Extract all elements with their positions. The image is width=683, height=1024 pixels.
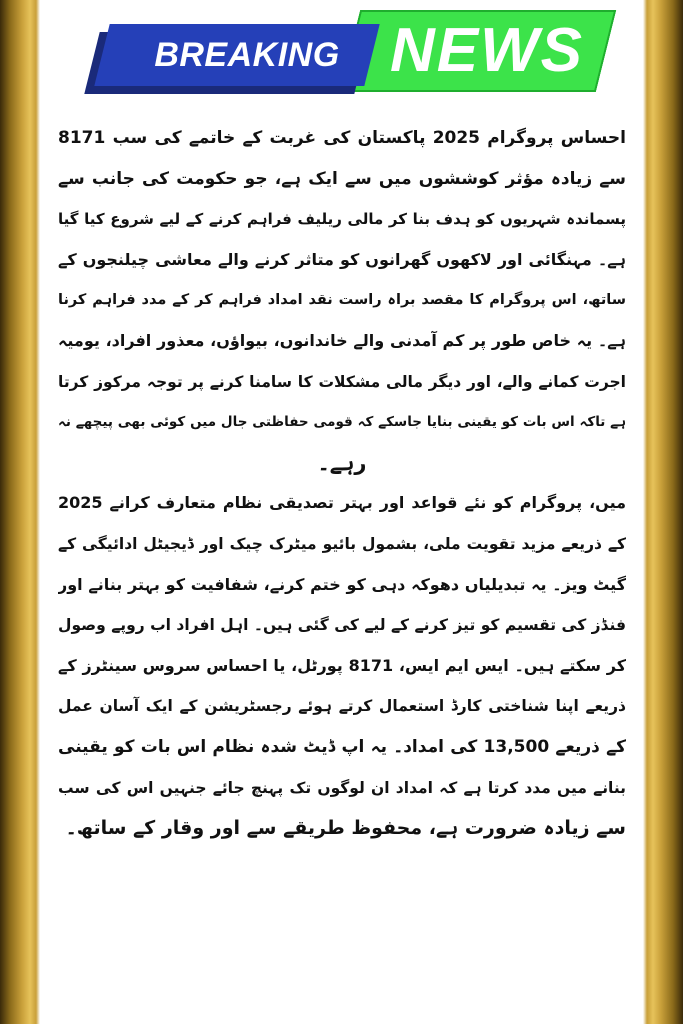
text-line: بنانے میں مدد کرتا ہے کہ امداد ان لوگوں تک پہنچ جائے جنہیں اس کی سب xyxy=(58,778,626,797)
text-line: سے زیادہ ضرورت ہے، محفوظ طریقے سے اور وقار کے ساتھ۔ xyxy=(65,817,626,840)
text-line: احساس پروگرام 2025 پاکستان کی غربت کے خاتمے کی سب 8171 xyxy=(58,128,626,148)
text-line: اجرت کمانے والے، اور دیگر مالی مشکلات کا سامنا کرنے پر توجہ مرکوز کرتا xyxy=(58,372,626,391)
text-line: فنڈز کی تقسیم کو تیز کرنے کے لیے کی گئی ہیں۔ اہل افراد اب روپے وصول xyxy=(58,616,626,635)
paragraph-1 xyxy=(58,118,626,483)
text-line: کے ذریعے 13,500 کی امداد۔ یہ اپ ڈیٹ شدہ نظام اس بات کو یقینی xyxy=(58,736,626,757)
text-line: ہے۔ یہ خاص طور پر کم آمدنی والے خاندانوں، بیواؤں، معذور افراد، یومیہ xyxy=(58,330,626,350)
breaking-label: BREAKING xyxy=(154,36,340,74)
article-body xyxy=(58,118,626,849)
breaking-news-banner xyxy=(82,10,598,98)
text-line: گیٹ ویز۔ یہ تبدیلیاں دھوکہ دہی کو ختم کرنے، شفافیت کو بہتر بنانے اور xyxy=(58,574,626,594)
text-line: کر سکتے ہیں۔ ایس ایم ایس، 8171 پورٹل، یا احساس سروس سینٹرز کے xyxy=(58,655,626,675)
text-line: ہے تاکہ اس بات کو یقینی بنایا جاسکے کہ قومی حفاظتی جال میں کوئی بھی پیچھے نہ xyxy=(58,414,626,431)
text-line: رہے۔ xyxy=(317,450,367,475)
text-line: ساتھ، اس پروگرام کا مقصد براہ راست نقد امداد فراہم کر کے مدد فراہم کرنا xyxy=(58,292,626,309)
text-line: ذریعے اپنا شناختی کارڈ استعمال کرتے ہوئے رجسٹریشن کے ایک آسان عمل xyxy=(58,697,626,716)
text-line: ہے۔ مہنگائی اور لاکھوں گھرانوں کو متاثر کرنے والے معاشی چیلنجوں کے xyxy=(58,249,626,269)
text-line: سے زیادہ مؤثر کوششوں میں سے ایک ہے، جو حکومت کی جانب سے xyxy=(58,168,626,189)
text-line: کے ذریعے مزید تقویت ملی، بشمول بائیو میٹرک چیک اور ڈیجیٹل ادائیگی کے xyxy=(58,534,626,553)
news-label: NEWS xyxy=(390,16,584,85)
text-line: میں، پروگرام کو نئے قواعد اور بہتر تصدیقی نظام متعارف کرانے 2025 xyxy=(58,493,626,513)
text-line: پسماندہ شہریوں کو ہدف بنا کر مالی ریلیف فراہم کرنے کے لیے شروع کیا گیا xyxy=(58,210,626,229)
paragraph-2 xyxy=(58,483,626,848)
